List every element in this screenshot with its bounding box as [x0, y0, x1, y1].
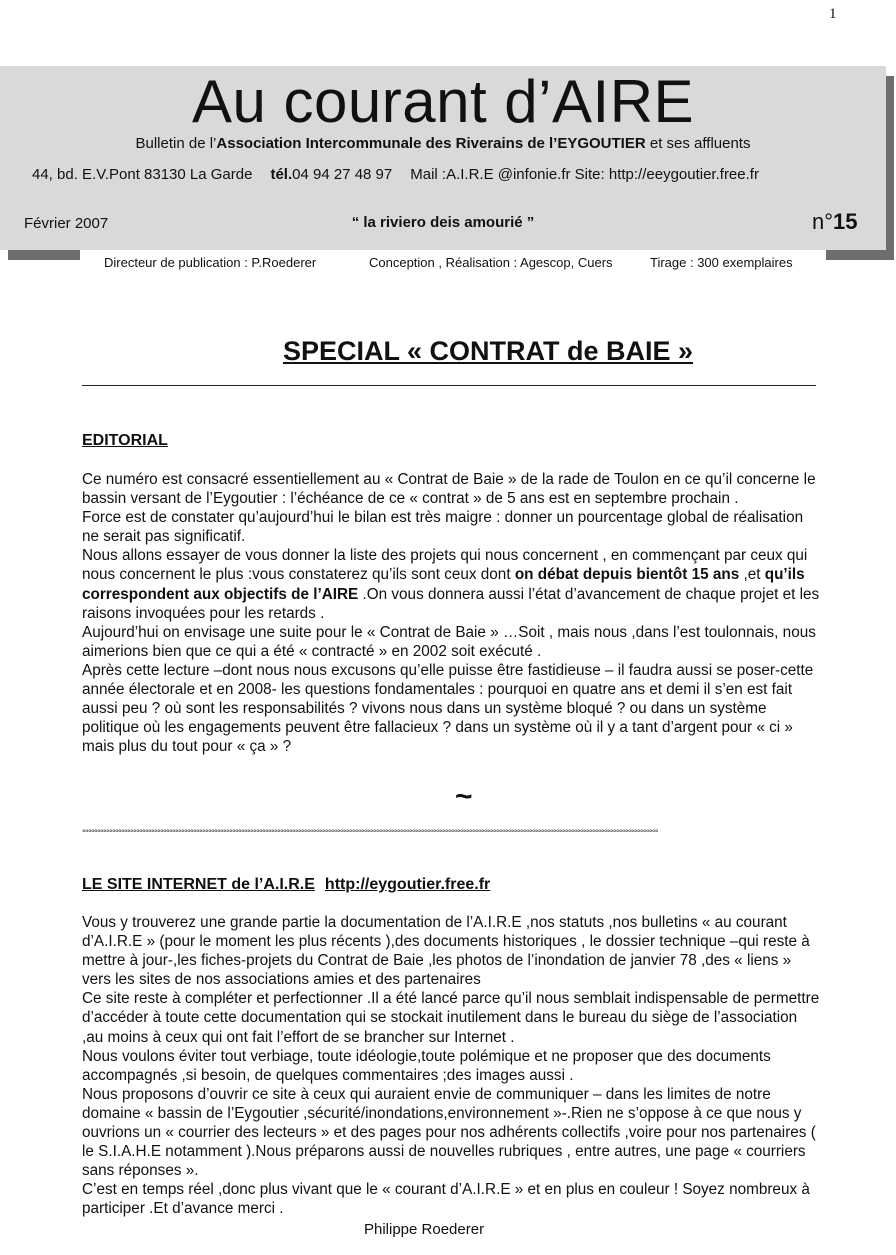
issue-number [812, 209, 858, 235]
motto: “ la riviero deis amourié ” [351, 214, 535, 231]
bulletin-subtitle [0, 135, 886, 152]
special-title: SPECIAL « CONTRAT de BAIE » [282, 336, 694, 366]
editorial-paragraph: Force est de constater qu’aujourd’hui le bilan est très maigre : donner un pourcentage global de réalisation ne serait pas significatif. [82, 509, 804, 546]
website-paragraph: C’est en temps réel ,donc plus vivant que le « courant d’A.I.R.E » et en plus en couleur ! Soyez nombreux à participer .Et d’avance merci . [82, 1181, 810, 1218]
editorial-heading: EDITORIAL [82, 432, 168, 449]
postal-address: 44, bd. E.V.Pont 83130 La Garde [32, 166, 253, 183]
website-paragraph: Vous y trouverez une grande partie la documentation de l’A.I.R.E ,nos statuts ,nos bulletins « au courant d’A.I.R.E » (pour le moment les plus récents ),des documents historiques , le dossier technique –qui reste à mettre à jour-,les fiches-projets du Contrat de Baie ,les photos de l’inondation de janvier 78 ,des « liens » vers les sites de nos associations amies et des partenaires [82, 914, 810, 989]
phone-label: tél. [270, 166, 293, 183]
masthead-title: Au courant d’AIRE [191, 68, 695, 135]
signature: Philippe Roederer [364, 1221, 485, 1238]
editorial-paragraph: Aujourd’hui on envisage une suite pour le « Contrat de Baie » …Soit , mais nous ,dans l’est toulonnais, nous aimerions bien que ce qui a été « contracté » en 2002 soit exécuté . [82, 623, 816, 660]
title-rule [82, 385, 816, 386]
credit-director: Directeur de publication : P.Roederer [104, 255, 317, 270]
subtitle-suffix: et ses affluents [645, 135, 751, 152]
website-heading-line [82, 876, 490, 894]
editorial-paragraph: Ce numéro est consacré essentiellement au « Contrat de Baie » de la rade de Toulon en ce qu’il concerne le bassin versant de l’Eygoutier : l’échéance de ce « contrat » de 5 ans est en septembre prochain . [82, 471, 816, 508]
website-paragraph: Nous proposons d’ouvrir ce site à ceux qui auraient envie de communiquer – dans les limites de notre domaine « bassin de l’Eygoutier ,sécurité/inondations,environnement »-.Rien ne s’oppose à ce que nous y ouvrions un « courrier des lecteurs » et des pages pour nos adhérents collectifs ,voire pour nos partenaires ( le S.I.A.H.E notamment ).Nous préparons aussi de nouvelles rubriques , entre autres, une page « courriers sans réponses ». [82, 1085, 816, 1180]
paragraph-text: ,et [739, 566, 765, 584]
tilde-ornament: ~ [455, 780, 473, 813]
dotted-separator: °°°°°°°°°°°°°°°°°°°°°°°°°°°°°°°°°°°°°°°°°°°°°°°°°°°°°°°°°°°°°°°°°°°°°°°°°°°°°°°°°°°°°°°°°°°°°°°°°°°°°°°°°°°°°°°°°°°°°°°°°°°°°°°°°°°°°°°°°°°°°°°°°°°°°°°°°°°°°°°°°°°°°°°°°°°°°°°°°°°°°°°°°°°°°°°° [82, 828, 658, 838]
website-body [82, 913, 822, 1219]
paragraph-text: .On vous donnera aussi l’état d’avancement de chaque projet et les raisons invoquées pour les retards . [82, 585, 820, 622]
emphasis-text: qu’ils correspondent aux objectifs de l’AIRE [82, 566, 805, 603]
mail-and-site: Mail :A.I.R.E @infonie.fr Site: http://eeygoutier.free.fr [410, 166, 759, 183]
page-number: 1 [829, 6, 837, 22]
association-name: Association Intercommunale des Riverains de l’EYGOUTIER [216, 135, 646, 152]
contact-line [32, 166, 759, 183]
phone-number: 04 94 27 48 97 [292, 166, 393, 183]
issue-value: 15 [833, 209, 858, 234]
issue-date: Février 2007 [24, 215, 109, 232]
header-banner [0, 66, 886, 250]
emphasis-text: on débat depuis bientôt 15 ans [514, 566, 740, 584]
editorial-paragraph: Après cette lecture –dont nous nous excusons qu’elle puisse être fastidieuse – il faudra aussi se poser-cette année électorale et en 2008- les questions fondamentales : pourquoi en quatre ans et demi il s’en est fait aussi peu ? où sont les responsabilités ? vivons nous dans un système bloqué ? ou dans un système politique où les engagements peuvent être fallacieux ? dans un système où il y a tant d’argent pour « ci » mais plus du tout pour « ça » ? [82, 661, 814, 756]
website-paragraph: Ce site reste à compléter et perfectionner .Il a été lancé parce qu’il nous semblait indispensable de permettre d’accéder à toute cette documentation qui se stockait inutilement dans le bureau du siège de l’association ,au moins à ceux qui ont fait l’effort de se brancher sur Internet . [82, 990, 820, 1046]
website-link[interactable]: http://eygoutier.free.fr [324, 876, 491, 893]
website-heading: LE SITE INTERNET de l’A.I.R.E [82, 876, 315, 893]
editorial-body [82, 470, 822, 756]
editorial-paragraph [82, 546, 822, 622]
issue-prefix: n° [812, 209, 834, 234]
credit-design: Conception , Réalisation : Agescop, Cuers [369, 255, 613, 270]
paragraph-text: Nous allons essayer de vous donner la liste des projets qui nous concernent , en commençant par ceux qui nous concernent le plus :vous constaterez qu’ils sont ceux dont [82, 547, 808, 584]
credits-bar [80, 250, 826, 276]
credit-print-run: Tirage : 300 exemplaires [650, 255, 793, 270]
website-paragraph: Nous voulons éviter tout verbiage, toute idéologie,toute polémique et ne proposer que des documents accompagnés ,si besoin, de quelques commentaires ;des images aussi . [82, 1047, 771, 1084]
subtitle-prefix: Bulletin de l’ [135, 135, 217, 152]
